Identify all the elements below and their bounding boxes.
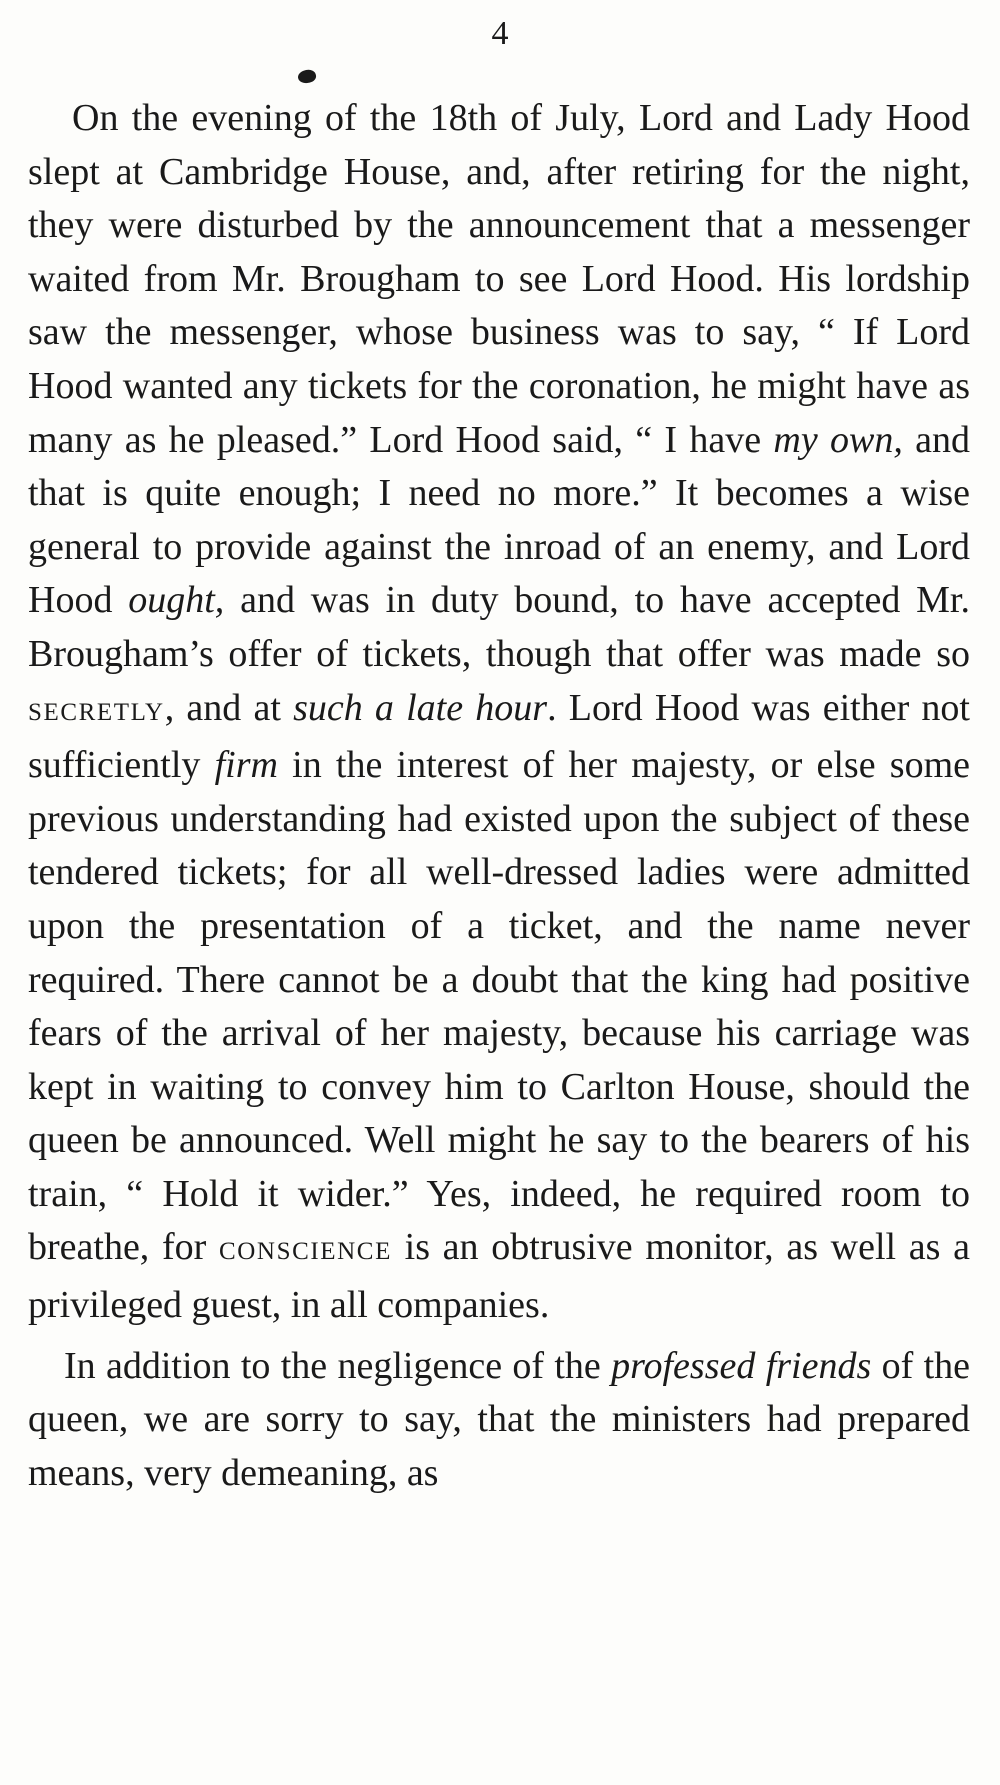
text-segment: in the interest of her majesty, or else some previous understanding had existed upon the subject of these tendered tickets; for all well-dressed ladies were admitted upon the presentation of a ticket, and the name never required. There cannot be a doubt that the king had positive fears of the arrival of her majesty, because his carriage was kept in waiting to convey him to Carlton House, should the queen be announced. Well might he say to the bearers of his train, “ Hold it wider.” Yes, indeed, he required room to breathe, for [28, 744, 970, 1269]
paragraph-2 [28, 1340, 970, 1501]
text-segment: of the queen, we are sorry to say, that the ministers had prepared means, very demeaning, as [28, 1344, 970, 1494]
italic-segment: such a late hour [293, 686, 548, 729]
text-segment: On the evening of the 18th of July, Lord and Lady Hood slept at Cambridge House, and, after retiring for the night, they were disturbed by the announcement that a messenger waited from Mr. Brougham to see Lord Hood. His lordship saw the messenger, whose business was to say, “ If Lord Hood wanted any tickets for the coronation, he might have as many as he pleased.” Lord Hood said, “ I have [28, 97, 970, 461]
small-caps-segment: CONSCIENCE [219, 1238, 392, 1266]
text-segment: is an obtrusive monitor, as well as a privileged guest, in all companies. [28, 1226, 970, 1327]
text-segment: , and at [164, 686, 294, 729]
text-segment: and that is quite enough; I need no more.” It becomes a wise general to provide against the inroad of an enemy, and Lord Hood [28, 418, 971, 622]
italic-segment: ought, [128, 579, 225, 622]
ink-blot [297, 68, 317, 84]
italic-segment: my own, [773, 418, 903, 461]
text-segment: and was in duty bound, to have accepted Mr. Brougham’s offer of tickets, though that offer was made so [28, 579, 970, 675]
text-segment: In addition to the negligence of the [64, 1344, 612, 1387]
italic-segment: professed friends [611, 1344, 872, 1387]
text-segment: . Lord Hood was either not sufficiently [28, 686, 970, 787]
body-text [28, 92, 970, 1500]
small-caps-segment: SECRETLY [28, 698, 165, 726]
page-number: 4 [491, 15, 509, 52]
paragraph-1 [28, 92, 970, 1333]
italic-segment: firm [214, 744, 278, 787]
